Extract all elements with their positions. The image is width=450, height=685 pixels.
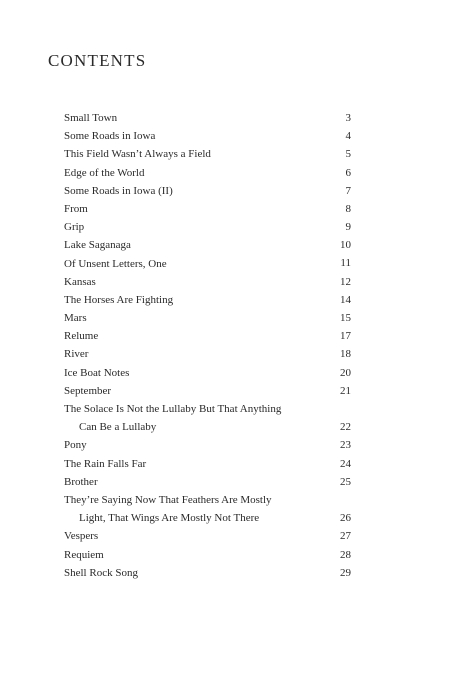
entry-page-number: 5 [345, 148, 351, 161]
toc-entry [64, 473, 351, 491]
toc-entry [64, 364, 351, 382]
toc-entry [64, 527, 351, 545]
entry-title: Pony [64, 439, 87, 452]
entry-page-number: 12 [340, 275, 351, 288]
entry-title-continuation: Light, That Wings Are Mostly Not There [79, 512, 260, 525]
entry-page-number: 11 [340, 257, 351, 270]
toc-entry [64, 327, 351, 345]
entry-page-number: 26 [340, 512, 351, 525]
toc-entry [64, 291, 351, 309]
entry-page-number: 29 [340, 566, 351, 579]
entry-page-number: 7 [345, 184, 351, 197]
entry-title: Shell Rock Song [64, 566, 138, 579]
entry-title: Mars [64, 312, 87, 325]
entry-page-number: 17 [340, 330, 351, 343]
entry-title [64, 491, 351, 527]
entry-page-number: 23 [340, 439, 351, 452]
toc-entry [64, 382, 351, 400]
entry-page-number: 8 [345, 202, 351, 215]
toc-entry [64, 127, 351, 145]
toc-entry [64, 255, 351, 273]
toc-entry [64, 109, 351, 127]
entry-page-number: 3 [345, 111, 351, 124]
entry-title: Vespers [64, 530, 99, 543]
entry-page-number: 27 [340, 530, 351, 543]
toc-entry [64, 400, 351, 436]
entry-page-number: 22 [340, 421, 351, 434]
entry-page-number: 18 [340, 348, 351, 361]
toc-entry [64, 200, 351, 218]
entry-page-number: 21 [340, 384, 351, 397]
entry-title: The Horses Are Fighting [64, 293, 174, 306]
entry-title: This Field Wasn’t Always a Field [64, 148, 211, 161]
entry-title-line: They’re Saying Now That Feathers Are Mostly [64, 493, 272, 506]
toc-entry [64, 436, 351, 454]
toc-entry [64, 145, 351, 163]
toc-entry [64, 345, 351, 363]
entry-title: River [64, 348, 89, 361]
entry-page-number: 14 [340, 293, 351, 306]
entry-title-line: The Solace Is Not the Lullaby But That Anything [64, 403, 282, 415]
entry-title: Kansas [64, 275, 96, 288]
toc-entry [64, 309, 351, 327]
table-of-contents [64, 109, 351, 582]
toc-entry [64, 182, 351, 200]
entry-title: September [64, 384, 112, 397]
toc-entry [64, 218, 351, 236]
entry-title: Small Town [64, 112, 118, 124]
entry-title: Edge of the World [64, 166, 145, 179]
entry-title: From [64, 202, 88, 215]
entry-title: Some Roads in Iowa [64, 130, 156, 143]
entry-page-number: 4 [345, 130, 351, 143]
toc-entry [64, 236, 351, 254]
entry-page-number: 15 [340, 312, 351, 325]
toc-entry [64, 546, 351, 564]
entry-title: Brother [64, 475, 98, 488]
entry-title: The Rain Falls Far [64, 457, 147, 470]
entry-page-number: 25 [340, 475, 351, 488]
toc-entry [64, 273, 351, 291]
entry-title-continuation: Can Be a Lullaby [79, 421, 157, 434]
entry-title: Lake Saganaga [64, 239, 131, 252]
entry-title: Ice Boat Notes [64, 366, 130, 379]
entry-title: Some Roads in Iowa (II) [64, 184, 173, 197]
toc-entry [64, 164, 351, 182]
entry-page-number: 24 [340, 457, 351, 470]
entry-page-number: 10 [340, 239, 351, 252]
entry-title: Of Unsent Letters, One [64, 257, 167, 270]
page-title: CONTENTS [48, 51, 147, 70]
toc-entry [64, 491, 351, 527]
toc-entry [64, 455, 351, 473]
entry-title [64, 400, 351, 436]
entry-page-number: 9 [345, 221, 351, 234]
entry-title: Relume [64, 330, 99, 343]
entry-page-number: 28 [340, 548, 351, 561]
entry-page-number: 20 [340, 366, 351, 379]
entry-page-number: 6 [345, 166, 351, 179]
entry-title: Grip [64, 221, 85, 234]
toc-entry [64, 564, 351, 582]
entry-title: Requiem [64, 548, 104, 561]
